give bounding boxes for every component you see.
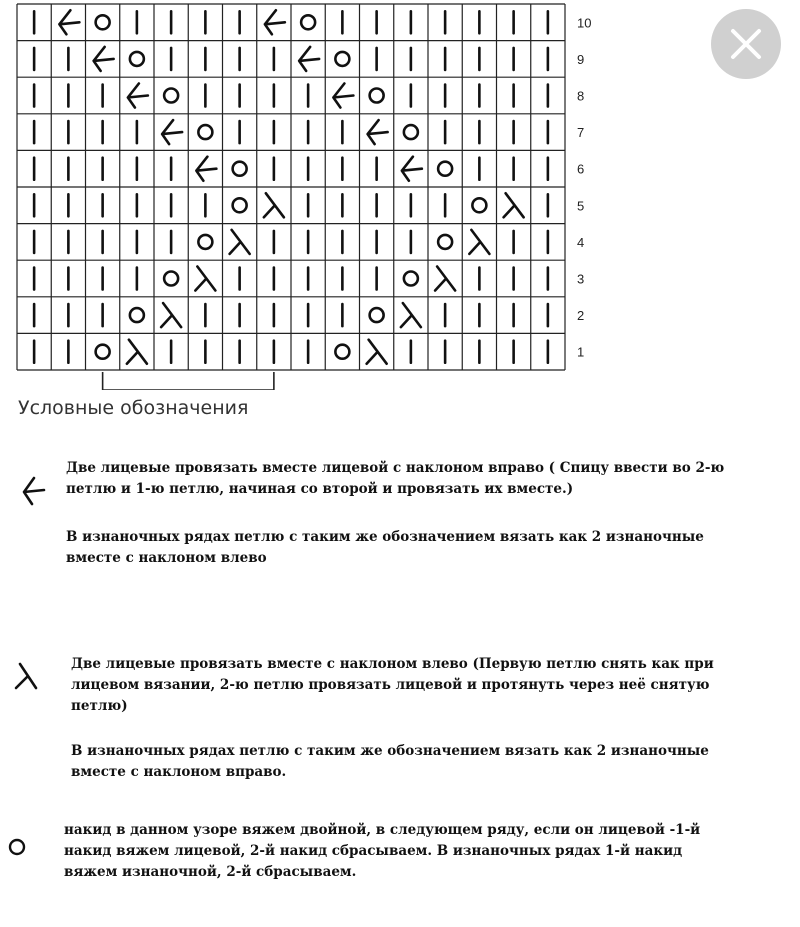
yarn-over-stitch	[96, 345, 110, 359]
yarn-over-stitch	[404, 125, 418, 139]
k2tog-left-stitch	[504, 193, 524, 217]
yarn-over-stitch	[472, 198, 486, 212]
yarn-over-stitch	[198, 125, 212, 139]
row-number: 5	[577, 198, 585, 214]
repeat-bracket	[103, 372, 274, 390]
k2tog-right-icon	[18, 474, 50, 506]
yarn-over-stitch	[370, 89, 384, 103]
row-number: 7	[577, 125, 585, 141]
row-number: 2	[577, 308, 585, 324]
yarn-over-stitch	[233, 198, 247, 212]
yarn-over-stitch	[335, 52, 349, 66]
k2tog-left-stitch	[230, 230, 250, 254]
yarn-over-stitch	[130, 308, 144, 322]
row-number: 6	[577, 161, 585, 177]
yarn-over-stitch	[233, 162, 247, 176]
k2tog-right-stitch	[196, 157, 216, 181]
yarn-over-stitch	[198, 235, 212, 249]
k2tog-right-stitch	[94, 47, 114, 71]
yarn-over-stitch	[335, 345, 349, 359]
row-number: 1	[577, 344, 585, 360]
knitting-chart	[0, 0, 800, 390]
yarn-over-stitch	[301, 15, 315, 29]
legend-item-1-text: Две лицевые провязать вместе лицевой с наклоном вправо ( Спицу ввести во 2-ю петлю и 1-ю петлю, начиная со второй и провязать их вместе.)	[66, 460, 725, 497]
k2tog-right-stitch	[368, 120, 388, 144]
yarn-over-stitch	[370, 308, 384, 322]
row-number: 3	[577, 271, 585, 287]
k2tog-right-stitch	[402, 157, 422, 181]
yarn-over-icon	[6, 836, 28, 858]
k2tog-left-stitch	[401, 303, 421, 327]
yarn-over-stitch	[164, 89, 178, 103]
yarn-over-stitch	[438, 162, 452, 176]
yarn-over-stitch	[404, 272, 418, 286]
k2tog-right-stitch	[59, 10, 79, 34]
k2tog-left-stitch	[435, 267, 455, 291]
row-number: 4	[577, 234, 585, 250]
close-button[interactable]	[711, 9, 781, 79]
legend-title: Условные обозначения	[18, 397, 249, 419]
k2tog-right-stitch	[162, 120, 182, 144]
yarn-over-stitch	[164, 272, 178, 286]
yarn-over-stitch	[96, 15, 110, 29]
k2tog-left-stitch	[195, 267, 215, 291]
yarn-over-stitch	[130, 52, 144, 66]
row-number: 8	[577, 88, 585, 104]
k2tog-left-stitch	[264, 193, 284, 217]
k2tog-right-stitch	[299, 47, 319, 71]
k2tog-left-icon	[10, 660, 42, 692]
yarn-over-stitch	[438, 235, 452, 249]
k2tog-left-stitch	[367, 340, 387, 364]
legend-item-2-text: Две лицевые провязать вместе с наклоном влево (Первую петлю снять как при лицевом вязании, 2-ю петлю провязать лицевой и протянуть через неё снятую петлю)	[71, 656, 714, 714]
k2tog-right-stitch	[265, 10, 285, 34]
legend-item-3-text: накид в данном узоре вяжем двойной, в следующем ряду, если он лицевой -1-й накид вяжем лицевой, 2-й накид сбрасываем. В изнаночных рядах 1-й накид вяжем изнаночной, 2-й сбрасываем.	[64, 822, 701, 880]
k2tog-left-stitch	[127, 340, 147, 364]
legend-item-2-purl-note: В изнаночных рядах петлю с таким же обозначением вязать как 2 изнаночные вместе с наклоном вправо.	[71, 743, 709, 780]
k2tog-left-stitch	[469, 230, 489, 254]
k2tog-right-stitch	[333, 84, 353, 108]
row-number: 10	[577, 15, 592, 31]
row-number: 9	[577, 51, 585, 67]
close-icon	[711, 9, 781, 79]
legend-item-1-purl-note: В изнаночных рядах петлю с таким же обозначением вязать как 2 изнаночные вместе с наклоном влево	[66, 529, 704, 566]
k2tog-left-stitch	[161, 303, 181, 327]
k2tog-right-stitch	[128, 84, 148, 108]
